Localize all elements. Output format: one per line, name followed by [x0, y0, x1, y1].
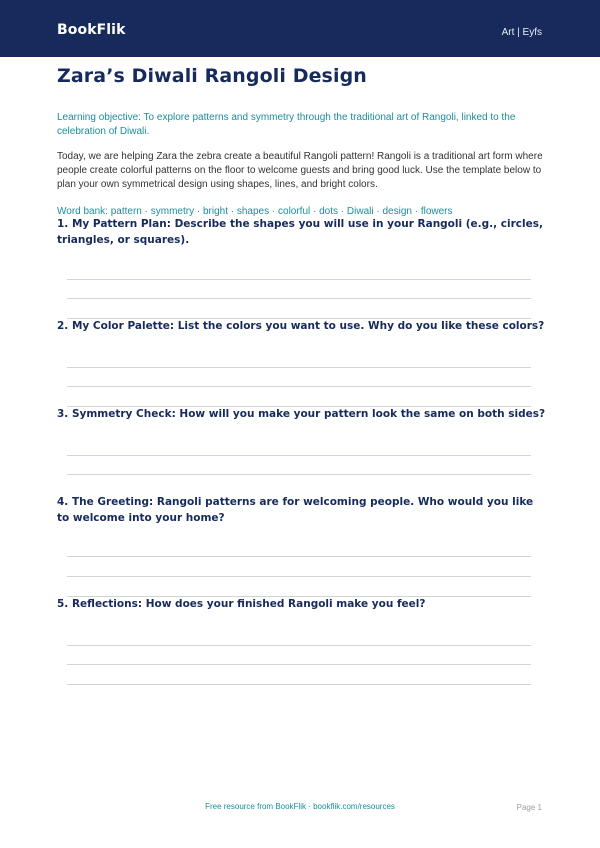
answer-line[interactable]	[67, 386, 531, 387]
question-1: 1. My Pattern Plan: Describe the shapes you will use in your Rangoli (e.g., circles, triangles, or squares).	[57, 218, 543, 246]
question-2: 2. My Color Palette: List the colors you want to use. Why do you like these colors?	[57, 320, 545, 332]
page-number: Page 1	[516, 803, 542, 812]
header-bar	[0, 0, 600, 57]
question-5: 5. Reflections: How does your finished Rangoli make you feel?	[57, 598, 426, 610]
learning-objective: Learning objective: To explore patterns and symmetry through the traditional art of Rangoli, linked to the celebration of Diwali.	[57, 112, 516, 137]
answer-line[interactable]	[67, 556, 531, 557]
answer-line[interactable]	[67, 279, 531, 280]
brand-logo[interactable]: BookFlik	[57, 22, 126, 38]
answer-line[interactable]	[67, 684, 531, 685]
word-bank: Word bank: pattern · symmetry · bright · shapes · colorful · dots · Diwali · design · flowers	[57, 206, 453, 217]
worksheet-title: Zara’s Diwali Rangoli Design	[57, 65, 367, 87]
intro-section	[57, 65, 543, 219]
answer-line[interactable]	[67, 298, 531, 299]
answer-line[interactable]	[67, 664, 531, 665]
answer-line[interactable]	[67, 367, 531, 368]
answer-line[interactable]	[67, 455, 531, 456]
question-4: 4. The Greeting: Rangoli patterns are for welcoming people. Who would you like to welcome into your home?	[57, 496, 534, 524]
answer-line[interactable]	[67, 645, 531, 646]
answer-line[interactable]	[67, 576, 531, 577]
question-3: 3. Symmetry Check: How will you make your pattern look the same on both sides?	[57, 408, 546, 420]
answer-line[interactable]	[67, 474, 531, 475]
footer-link[interactable]: Free resource from BookFlik · bookflik.com/resources	[205, 802, 395, 811]
subject-label: Art | Eyfs	[501, 27, 542, 38]
intro-paragraph: Today, we are helping Zara the zebra create a beautiful Rangoli pattern! Rangoli is a traditional art form where people create colorful patterns on the floor to welcome guests and bring good luck. Use the template below to plan your own symmetrical design using shapes, lines, and bright colors.	[57, 151, 543, 190]
